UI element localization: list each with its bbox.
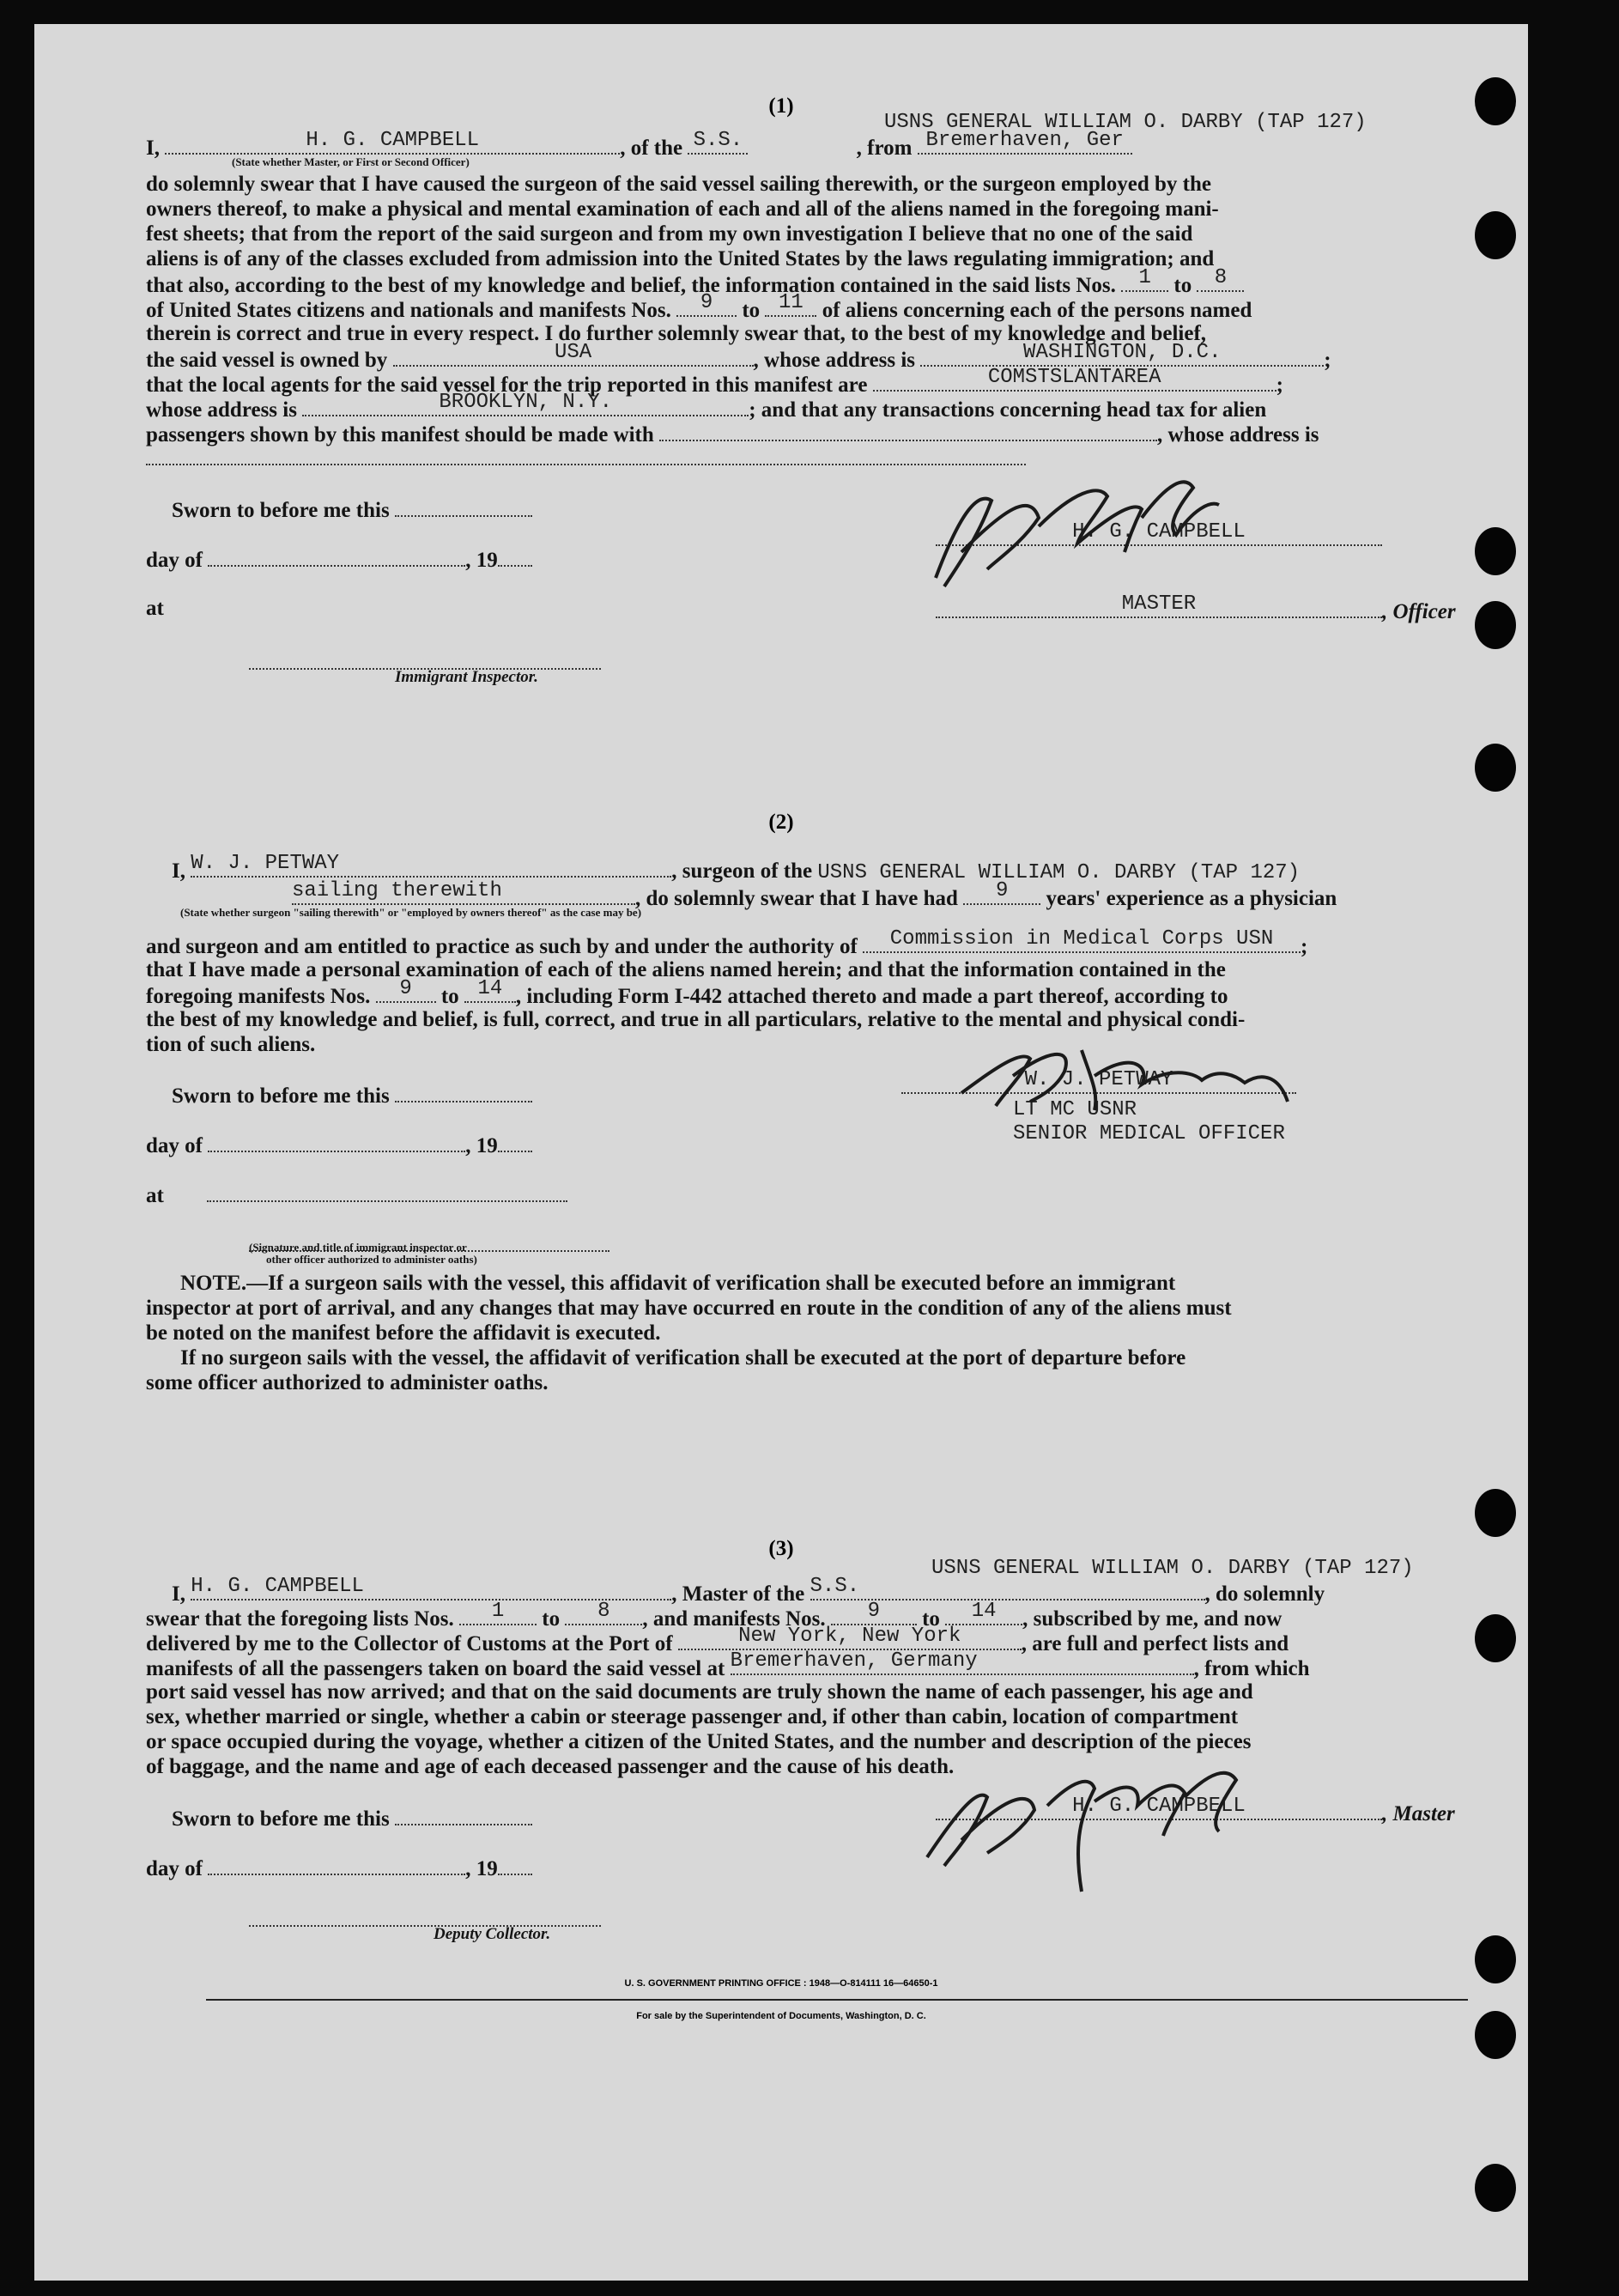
sworn-label: Sworn to before me this bbox=[172, 1807, 390, 1831]
section-1-number: (1) bbox=[768, 94, 794, 118]
lists-from-field: 1 bbox=[459, 1605, 537, 1625]
sworn-label: Sworn to before me this bbox=[172, 1084, 390, 1108]
text-line: aliens is of any of the classes excluded from admission into the United States by the laws regulating immigration; and bbox=[146, 247, 1215, 270]
state-whether-note: (State whether Master, or First or Second Officer) bbox=[232, 155, 470, 168]
text-line: port said vessel has now arrived; and that on the said documents are truly shown the name of each passenger, his age and bbox=[146, 1680, 1253, 1704]
binder-hole bbox=[1475, 1935, 1516, 1983]
surgeon-typed-name-field: W. J. PETWAY bbox=[901, 1073, 1296, 1094]
to-label: to bbox=[440, 985, 459, 1008]
text-line: , including Form I-442 attached thereto and made a part thereof, according to bbox=[515, 985, 1228, 1008]
manifests-to-field: 14 bbox=[945, 1605, 1022, 1625]
day-of-field bbox=[208, 1132, 465, 1152]
to-label: to bbox=[922, 1607, 940, 1631]
text-line: , subscribed by me, and now bbox=[1022, 1607, 1282, 1631]
state-whether-note: (State whether surgeon "sailing therewith" or "employed by owners thereof" as the case may be) bbox=[180, 906, 642, 919]
master-signature-2 bbox=[901, 1754, 1279, 1900]
text-line: the best of my knowledge and belief, is full, correct, and true in all particulars, relative to the mental and physical condi- bbox=[146, 1008, 1246, 1031]
sworn-date-field bbox=[395, 1082, 532, 1102]
deputy-collector-label: Deputy Collector. bbox=[434, 1925, 551, 1943]
continuation-line bbox=[146, 459, 1026, 465]
signature-note: other officer authorized to administer oaths) bbox=[266, 1253, 477, 1266]
agents-address-field: BROOKLYN, N.Y. bbox=[302, 396, 749, 416]
master-signature-1 bbox=[910, 458, 1270, 595]
master-name-field: H. G. CAMPBELL bbox=[165, 134, 620, 155]
footer-rule bbox=[206, 1999, 1468, 2001]
text-line: that the local agents for the said vessel for the trip reported in this manifest are bbox=[146, 374, 868, 397]
manifests-from-field: 9 bbox=[376, 982, 436, 1003]
year-field bbox=[498, 546, 532, 567]
port-from-field: Bremerhaven, Ger bbox=[918, 134, 1132, 155]
manifests-from-field: 9 bbox=[676, 296, 737, 317]
text-line: , do solemnly bbox=[1204, 1582, 1325, 1606]
day-of-label: day of bbox=[146, 1134, 203, 1157]
head-tax-field bbox=[659, 421, 1157, 441]
binder-hole bbox=[1475, 527, 1516, 575]
at-label: at bbox=[146, 597, 164, 620]
from-label: , from bbox=[856, 137, 913, 160]
text-line: , and manifests Nos. bbox=[642, 1607, 826, 1631]
binder-hole bbox=[1475, 2011, 1516, 2059]
i-label: I, bbox=[172, 859, 185, 883]
text-line: tion of such aliens. bbox=[146, 1033, 316, 1056]
day-of-field bbox=[208, 1855, 465, 1875]
sworn-date-field bbox=[395, 1805, 532, 1825]
lists-to-field: 8 bbox=[1197, 271, 1244, 292]
manifests-from-field: 9 bbox=[831, 1605, 917, 1625]
text-line: ; and that any transactions concerning head tax for alien bbox=[749, 398, 1267, 422]
binder-hole bbox=[1475, 601, 1516, 649]
immigrant-inspector-label: Immigrant Inspector. bbox=[395, 668, 538, 686]
text-line: fest sheets; that from the report of the said surgeon and from my own investigation I believe that no one of the said bbox=[146, 222, 1193, 246]
text-line: or space occupied during the voyage, whether a citizen of the United States, and the number and description of the pieces bbox=[146, 1730, 1252, 1753]
text-line: sex, whether married or single, whether a cabin or steerage passenger and, if other than cabin, location of compartment bbox=[146, 1705, 1239, 1728]
years-field: 9 bbox=[963, 884, 1040, 905]
text-line: the said vessel is owned by bbox=[146, 349, 388, 372]
day-of-label: day of bbox=[146, 549, 203, 572]
section-3-number: (3) bbox=[768, 1537, 794, 1560]
text-line: that also, according to the best of my knowledge and belief, the information contained in the said lists Nos. bbox=[146, 274, 1116, 297]
ss-field: S.S. bbox=[688, 134, 748, 155]
sailing-field: sailing therewith bbox=[292, 884, 635, 905]
to-label: to bbox=[742, 299, 761, 322]
day-of-label: day of bbox=[146, 1857, 203, 1880]
port-field: New York, New York bbox=[678, 1630, 1022, 1650]
at-field bbox=[207, 1181, 567, 1202]
of-the-label: , of the bbox=[620, 137, 683, 160]
surgeon-role: SENIOR MEDICAL OFFICER bbox=[1013, 1122, 1285, 1145]
text-line: years' experience as a physician bbox=[1046, 887, 1337, 910]
text-line: , whose address is bbox=[753, 349, 916, 372]
authority-field: Commission in Medical Corps USN bbox=[863, 932, 1301, 953]
note-text: be noted on the manifest before the affidavit is executed. bbox=[146, 1321, 661, 1345]
year-prefix: , 19 bbox=[465, 1134, 498, 1157]
text-line: owners thereof, to make a physical and mental examination of each and all of the aliens named in the foregoing mani- bbox=[146, 197, 1219, 221]
i-label: I, bbox=[172, 1582, 185, 1606]
vessel-header: USNS GENERAL WILLIAM O. DARBY (TAP 127) bbox=[884, 111, 1367, 134]
manifests-to-field: 14 bbox=[464, 982, 516, 1003]
note-label: NOTE. bbox=[180, 1272, 247, 1295]
text-line: , are full and perfect lists and bbox=[1021, 1632, 1289, 1655]
note-text: If no surgeon sails with the vessel, the affidavit of verification shall be executed at the port of departure before bbox=[180, 1346, 1186, 1370]
text-line: therein is correct and true in every respect. I do further solemnly swear that, to the best of my knowledge and belief, bbox=[146, 322, 1207, 345]
sworn-label: Sworn to before me this bbox=[172, 499, 390, 522]
signature-note: (Signature and title of immigrant inspector or bbox=[249, 1241, 467, 1254]
binder-hole bbox=[1475, 77, 1516, 125]
binder-hole bbox=[1475, 211, 1516, 259]
year-prefix: , 19 bbox=[465, 549, 498, 572]
owner-field: USA bbox=[393, 346, 754, 367]
text-line: and surgeon and am entitled to practice as such by and under the authority of bbox=[146, 935, 858, 958]
owner-address-field: WASHINGTON, D.C. bbox=[920, 346, 1324, 367]
master-typed-name-field: H. G. CAMPBELL bbox=[936, 525, 1382, 546]
day-of-field bbox=[208, 546, 465, 567]
text-line: of aliens concerning each of the persons named bbox=[822, 299, 1252, 322]
master-name-field: H. G. CAMPBELL bbox=[191, 1580, 671, 1601]
text-line: passengers shown by this manifest should be made with bbox=[146, 423, 654, 446]
printing-office-line: U. S. GOVERNMENT PRINTING OFFICE : 1948—O-814111 16—64650-1 bbox=[624, 1978, 938, 1989]
text-line: , from which bbox=[1193, 1657, 1310, 1680]
sworn-date-field bbox=[395, 496, 532, 517]
master-of-label: , Master of the bbox=[671, 1582, 805, 1606]
agents-field: COMSTSLANTAREA bbox=[873, 371, 1276, 392]
text-line: foregoing manifests Nos. bbox=[146, 985, 371, 1008]
text-line: swear that the foregoing lists Nos. bbox=[146, 1607, 454, 1631]
i-label: I, bbox=[146, 137, 160, 160]
lists-to-field: 8 bbox=[565, 1605, 642, 1625]
year-prefix: , 19 bbox=[465, 1857, 498, 1880]
surgeon-rank: LT MC USNR bbox=[1013, 1098, 1137, 1121]
surgeon-name-field: W. J. PETWAY bbox=[191, 857, 671, 878]
binder-hole bbox=[1475, 1489, 1516, 1537]
year-field bbox=[498, 1132, 532, 1152]
binder-hole bbox=[1475, 2164, 1516, 2212]
surgeon-of-label: , surgeon of the bbox=[671, 859, 813, 883]
text-line: of baggage, and the name and age of each deceased passenger and the cause of his death. bbox=[146, 1755, 955, 1778]
at-label: at bbox=[146, 1184, 164, 1207]
year-field bbox=[498, 1855, 532, 1875]
form-sheet: (1) USNS GENERAL WILLIAM O. DARBY (TAP 127) I, H. G. CAMPBELL , of the S.S. , from Bremerhaven, Ger (State whether Master, or First or Second Officer) do solemnly swear that I have caused the surgeon of the said vessel sailing therewith, or the surgeon employed by the owners thereof, to make a physical and mental examination of each and all of the aliens named in the foregoing mani- fest sheets; that from the report of the said surgeon and from my own investigation I believe that no one of the said aliens is of any of the classes excluded from admission into the United States by the laws regulating immigration; and that also, according to the best of my knowledge and belief, the information contained in the said lists Nos. 1 to 8 of United States citizens and nationals and manifests Nos. 9 to 11 of aliens concerning each of the persons named therein is correct and true in every respect. I do further solemnly swear that, to the best of my knowledge and belief, the said vessel is owned by USA , whose address is WASHINGTON, D.C. ; that the local agents for the said vessel for the trip reported in this manifest are COMSTSLANTAREA ; whose address is BROOKLYN, N.Y. ; and that any transactions concerning head tax for alien passengers shown by this manifest should be made with , whose address is Sworn to before me this day of , 19 at Immigrant Inspector. H. G. CAMPBELL MASTER , Officer (2) I, W. J. PETWAY , surgeon of the USNS GENERAL WILLIAM O. DARBY (TAP 127) sailing therewith , do solemnly swear that I have had 9 years' experience as a physician (State whether surgeon "sailing therewith" or "employed by owners thereof" as the case may be) and surgeon and am entitled to practice as such by and under the authority of Commission in Medical Corps USN ; that I have made a personal examination of each of the aliens named herein; and that the information contained in the foregoing manifests Nos. 9 to 14 , including Form I-442 attached thereto and made a part thereof, according to the best of my knowledge and belief, is full, correct, and true in all particulars, relative to the mental and physical condi- tion of such aliens. Sworn to before me this day of , 19 at (Signature and title of immigrant inspector or other officer authorized to administer oaths) NOTE.—If a surgeon sails with the vessel, this affidavit of verification shall be executed before an immigrant inspector at port of arrival, and any changes that may have occurred en route in the condition of any of the aliens must be noted on the manifest before the affidavit is executed. If no surgeon sails with the vessel, the affidavit of verification shall be executed at the port of departure before some officer authorized to administer oaths. W. J. PETWAY LT MC USNR SENIOR MEDICAL OFFICER (3) USNS GENERAL WILLIAM O. DARBY (TAP 127) I, H. G. CAMPBELL , Master of the S.S. , do solemnly swear that the foregoing lists Nos. 1 to 8 , and manifests Nos. 9 to 14 , subscribed by me, and now delivered by me to the Collector of Customs at the Port of New York, New York , are full and perfect lists and manifests of all the passengers taken on board the said vessel at Bremerhaven, Germany , from which port said vessel has now arrived; and that on the said documents are truly shown the name of each passenger, his age and sex, whether married or single, whether a cabin or steerage passenger and, if other than cabin, location of compartment or space occupied during the voyage, whether a citizen of the United States, and the number and description of the pieces of baggage, and the name and age of each deceased passenger and the cause of his death. Sworn to before me this day of , 19 Deputy Collector. H. G. CAMPBELL , Master U. S. GOVERNMENT PRINTING OFFICE : 1948—O-814111 16—64650-1 For sale by the Superintendent of Documents, Washington, D. C. bbox=[34, 24, 1528, 2281]
text-line: do solemnly swear that I have caused the surgeon of the said vessel sailing therewith, or the surgeon employed by the bbox=[146, 173, 1211, 196]
text-line: that I have made a personal examination of each of the aliens named herein; and that the information contained in the bbox=[146, 958, 1226, 981]
officer-label: , Officer bbox=[1382, 600, 1456, 623]
note-text: inspector at port of arrival, and any changes that may have occurred en route in the condition of any of the aliens must bbox=[146, 1297, 1232, 1320]
for-sale-line: For sale by the Superintendent of Documents, Washington, D. C. bbox=[636, 2011, 926, 2021]
text-line: of United States citizens and nationals and manifests Nos. bbox=[146, 299, 671, 322]
vessel-header: USNS GENERAL WILLIAM O. DARBY (TAP 127) bbox=[931, 1557, 1414, 1580]
text-line: , whose address is bbox=[1157, 423, 1319, 446]
to-label: to bbox=[1173, 274, 1192, 297]
note-text: —If a surgeon sails with the vessel, this affidavit of verification shall be executed before an immigrant bbox=[246, 1272, 1176, 1295]
text-line: , do solemnly swear that I have had bbox=[635, 887, 958, 910]
binder-hole bbox=[1475, 1614, 1516, 1662]
lists-from-field: 1 bbox=[1121, 271, 1168, 292]
ss-field: S.S. bbox=[810, 1580, 1205, 1601]
master-typed-name-field: H. G. CAMPBELL bbox=[936, 1800, 1382, 1820]
title-field: MASTER bbox=[936, 598, 1382, 618]
surgeon-signature bbox=[944, 1033, 1322, 1119]
text-line: manifests of all the passengers taken on board the said vessel at bbox=[146, 1657, 725, 1680]
manifests-to-field: 11 bbox=[765, 296, 816, 317]
vessel-field: USNS GENERAL WILLIAM O. DARBY (TAP 127) bbox=[817, 861, 1301, 884]
section-2-number: (2) bbox=[768, 811, 794, 834]
binder-hole bbox=[1475, 744, 1516, 792]
boarded-at-field: Bremerhaven, Germany bbox=[731, 1655, 1194, 1675]
text-line: delivered by me to the Collector of Customs at the Port of bbox=[146, 1632, 673, 1655]
text-line: whose address is bbox=[146, 398, 297, 422]
master-label: , Master bbox=[1382, 1802, 1455, 1825]
note-text: some officer authorized to administer oaths. bbox=[146, 1371, 549, 1394]
to-label: to bbox=[542, 1607, 561, 1631]
